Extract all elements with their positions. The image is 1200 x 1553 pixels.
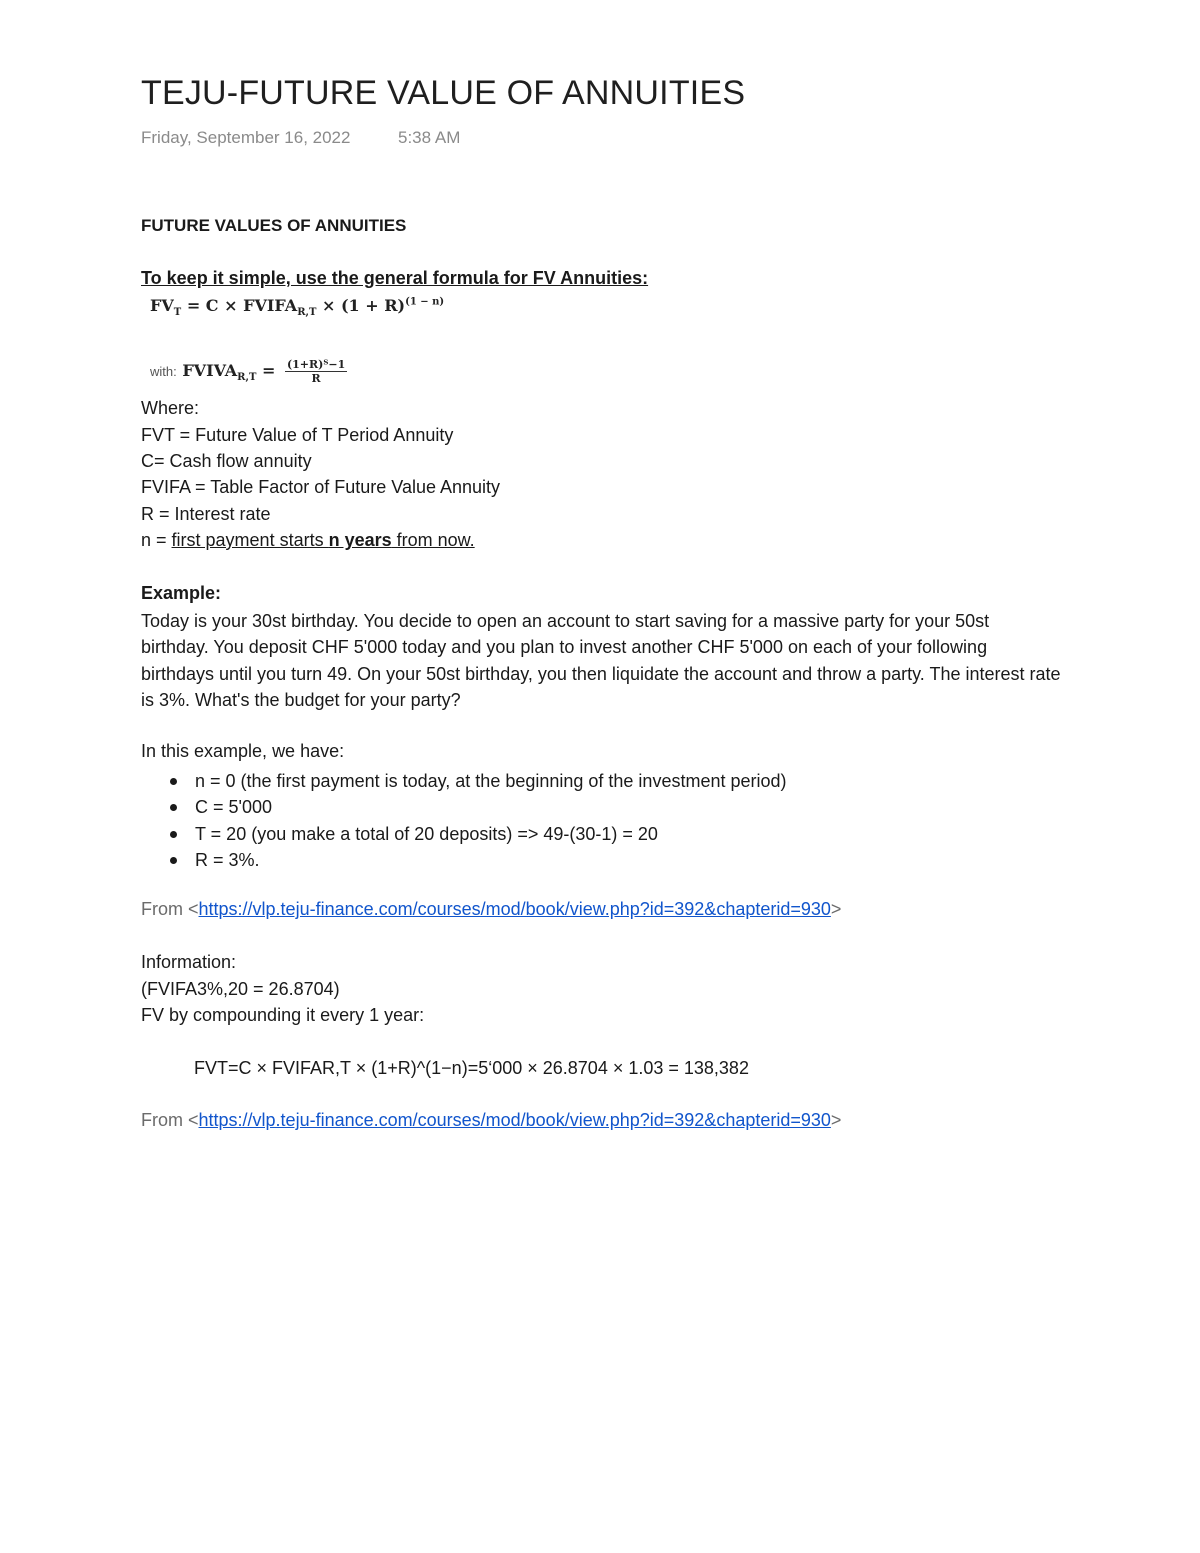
bullet-icon <box>170 804 177 811</box>
calculation-line: FVT=C × FVIFAR,T × (1+R)^(1−n)=5‘000 × 26.8704 × 1.03 = 138,382 <box>194 1058 749 1078</box>
source-link[interactable]: https://vlp.teju-finance.com/courses/mod/book/view.php?id=392&chapterid=930 <box>198 899 831 919</box>
bullet-icon <box>170 857 177 864</box>
definition-n-text-1: first payment starts <box>171 530 329 550</box>
bullet-icon <box>170 831 177 838</box>
fvifa-value: (FVIFA3%,20 = 26.8704) <box>141 979 340 999</box>
formula-with-label: with: <box>150 364 177 379</box>
fv-annuity-formula <box>150 296 444 318</box>
source-link[interactable]: https://vlp.teju-finance.com/courses/mod/book/view.php?id=392&chapterid=930 <box>198 1110 831 1130</box>
formula-equals: = <box>186 296 201 315</box>
page-date: Friday, September 16, 2022 <box>141 128 351 147</box>
formula-with-equals: = <box>261 361 276 380</box>
information-label: Information: <box>141 952 237 972</box>
formula-fviva-sub: R,T <box>237 372 257 384</box>
example-paragraph: Today is your 30st birthday. You decide to open an account to start saving for a massive party for your 50st birthday. You deposit CHF 5'000 today and you plan to invest another CHF 5'000 on each of your following birthdays until you turn 49. On your 50st birthday, you then liquidate the account and throw a party. The interest rate is 3%. What's the budget for your party? <box>141 611 1061 710</box>
source-line-2 <box>141 1110 841 1131</box>
list-item <box>141 847 787 873</box>
formula-growth: (1 + R) <box>340 296 406 315</box>
compounding-note: FV by compounding it every 1 year: <box>141 1005 425 1025</box>
fviva-formula <box>150 358 347 385</box>
source-suffix: > <box>830 899 842 919</box>
intro-text: To keep it simple, use the general formula for FV Annuities: <box>141 268 649 288</box>
example-label: Example: <box>141 583 222 603</box>
in-this-example-label: In this example, we have: <box>141 741 345 761</box>
definition-r: R = Interest rate <box>141 504 271 524</box>
fraction-numerator: (1+R)ᵀ−1 <box>286 358 346 371</box>
formula-fv-sub: T <box>173 307 182 319</box>
formula-c: C <box>205 296 219 315</box>
formula-fv: FV <box>150 296 174 315</box>
page-title: TEJU-FUTURE VALUE OF ANNUITIES <box>141 74 746 112</box>
definition-c: C= Cash flow annuity <box>141 451 312 471</box>
page-time: 5:38 AM <box>398 128 461 147</box>
section-heading: FUTURE VALUES OF ANNUITIES <box>141 216 407 235</box>
formula-fvifa: FVIFA <box>243 296 298 315</box>
definition-n-bold: n years <box>328 530 392 550</box>
source-line-1 <box>141 899 841 920</box>
bullet-text: R = 3%. <box>195 849 260 870</box>
definition-n-prefix: n = <box>141 530 172 550</box>
source-prefix: From < <box>141 899 199 919</box>
example-bullet-list <box>141 768 787 873</box>
fraction-denominator: R <box>311 372 321 385</box>
definition-fvt: FVT = Future Value of T Period Annuity <box>141 425 454 445</box>
source-prefix: From < <box>141 1110 199 1130</box>
definition-n-text-2: from now. <box>391 530 475 550</box>
bullet-icon <box>170 778 177 785</box>
where-label: Where: <box>141 398 200 418</box>
formula-fviva: FVIVA <box>182 361 238 380</box>
definition-n <box>141 530 475 551</box>
formula-times-1: × <box>224 296 238 315</box>
source-suffix: > <box>830 1110 842 1130</box>
definition-fvifa: FVIFA = Table Factor of Future Value Annuity <box>141 477 501 497</box>
bullet-text: C = 5'000 <box>195 797 272 818</box>
formula-exponent: (1 − n) <box>405 296 445 308</box>
list-item <box>141 821 787 847</box>
list-item <box>141 794 787 820</box>
formula-fraction <box>285 358 347 385</box>
formula-fvifa-sub: R,T <box>297 307 317 319</box>
list-item <box>141 768 787 794</box>
bullet-text: T = 20 (you make a total of 20 deposits) => 49-(30-1) = 20 <box>195 823 658 844</box>
definition-n-underlined <box>172 530 475 550</box>
formula-times-2: × <box>322 296 336 315</box>
bullet-text: n = 0 (the first payment is today, at the beginning of the investment period) <box>195 771 787 791</box>
